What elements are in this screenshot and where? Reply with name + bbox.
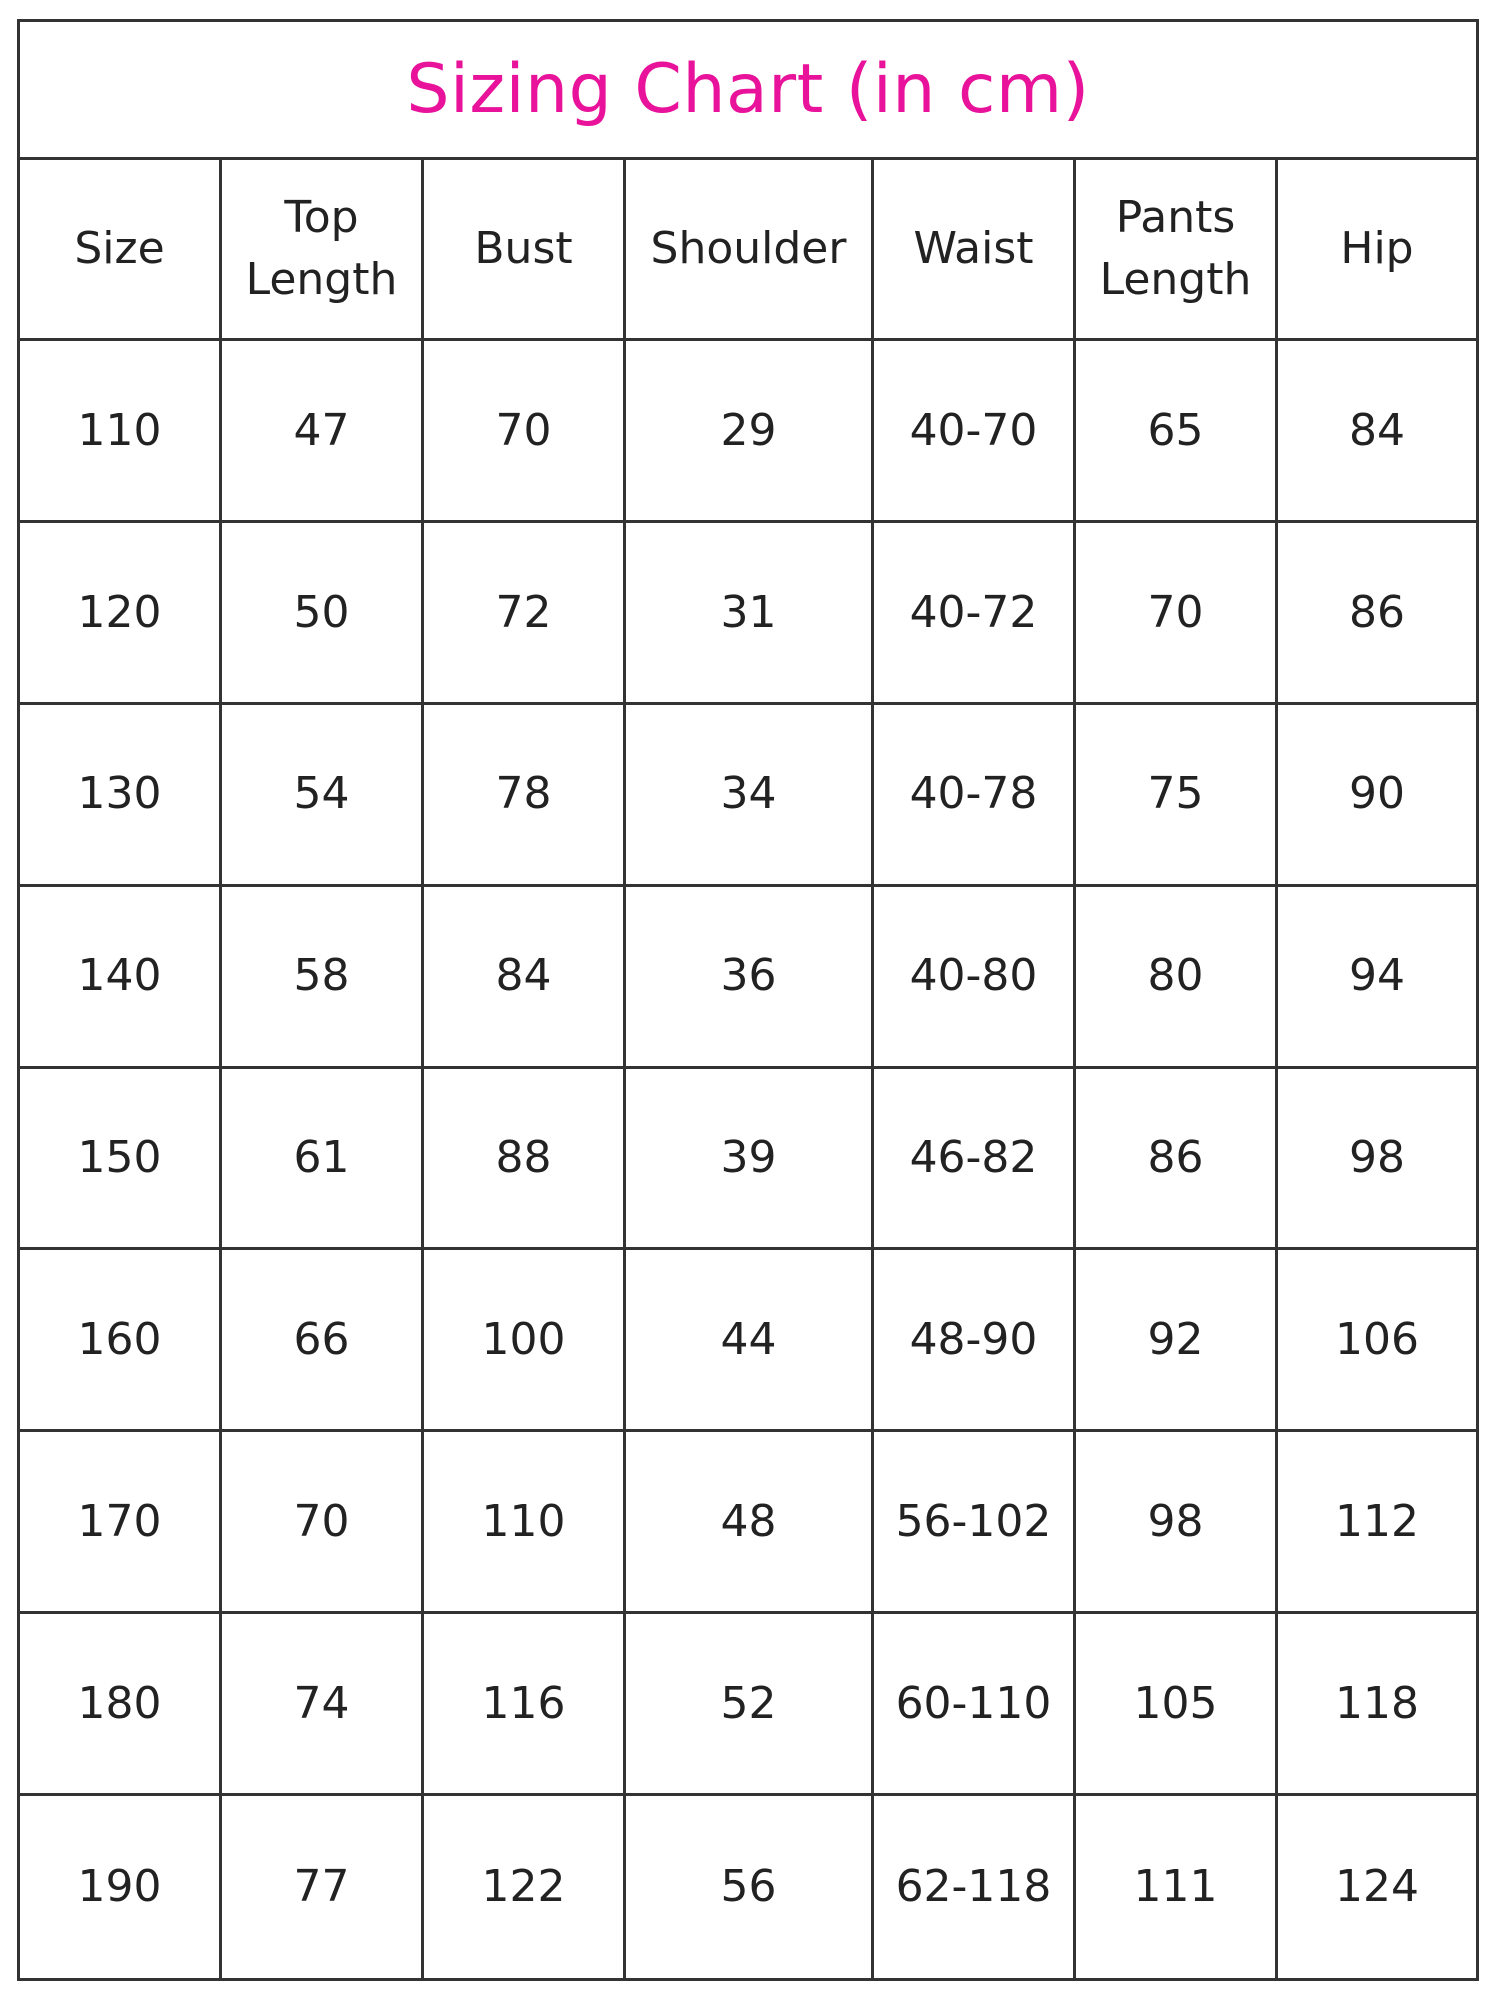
table-cell: 77	[222, 1796, 424, 1978]
table-cell: 50	[222, 523, 424, 705]
column-header: Bust	[424, 160, 626, 341]
table-cell: 90	[1278, 705, 1476, 887]
table-cell: 47	[222, 341, 424, 523]
table-cell: 86	[1278, 523, 1476, 705]
table-cell: 56-102	[874, 1432, 1076, 1614]
size-cell: 120	[20, 523, 222, 705]
table-cell: 116	[424, 1614, 626, 1796]
table-cell: 92	[1076, 1250, 1278, 1432]
column-header: Waist	[874, 160, 1076, 341]
sizing-chart	[17, 19, 1479, 1981]
column-header: Size	[20, 160, 222, 341]
table-cell: 56	[626, 1796, 874, 1978]
table-cell: 74	[222, 1614, 424, 1796]
table-cell: 61	[222, 1069, 424, 1251]
column-header: Top Length	[222, 160, 424, 341]
size-cell: 140	[20, 887, 222, 1069]
table-cell: 70	[1076, 523, 1278, 705]
table-cell: 118	[1278, 1614, 1476, 1796]
table-cell: 86	[1076, 1069, 1278, 1251]
table-cell: 112	[1278, 1432, 1476, 1614]
table-cell: 40-72	[874, 523, 1076, 705]
table-cell: 66	[222, 1250, 424, 1432]
table-cell: 124	[1335, 1861, 1419, 1913]
size-cell: 170	[20, 1432, 222, 1614]
table-cell: 98	[1076, 1432, 1278, 1614]
table-cell: 111	[1076, 1796, 1278, 1978]
size-cell: 180	[20, 1614, 222, 1796]
table-cell: 40-80	[874, 887, 1076, 1069]
table-cell: 72	[424, 523, 626, 705]
table-cell: 70	[424, 341, 626, 523]
table-cell: 88	[424, 1069, 626, 1251]
size-cell: 110	[20, 341, 222, 523]
table-cell: 62-118	[874, 1796, 1076, 1978]
table-cell: 105	[1076, 1614, 1278, 1796]
table-cell: 58	[222, 887, 424, 1069]
column-header: Shoulder	[626, 160, 874, 341]
table-cell: 60-110	[874, 1614, 1076, 1796]
table-cell: 40-78	[874, 705, 1076, 887]
table-cell: 48	[626, 1432, 874, 1614]
table-cell: 48-90	[874, 1250, 1076, 1432]
table-cell: 84	[424, 887, 626, 1069]
table-cell: 122	[424, 1796, 626, 1978]
table-cell: 80	[1076, 887, 1278, 1069]
table-cell: 100	[424, 1250, 626, 1432]
size-cell: 130	[20, 705, 222, 887]
table-cell: 31	[626, 523, 874, 705]
table-cell: 65	[1076, 341, 1278, 523]
table-cell: 110	[424, 1432, 626, 1614]
size-cell: 160	[20, 1250, 222, 1432]
table-cell: 46-82	[874, 1069, 1076, 1251]
size-cell: 150	[20, 1069, 222, 1251]
table-cell: 44	[626, 1250, 874, 1432]
table-cell: 29	[626, 341, 874, 523]
table-cell: 70	[222, 1432, 424, 1614]
table-cell: 84	[1278, 341, 1476, 523]
table-cell: 54	[222, 705, 424, 887]
table-cell: 39	[626, 1069, 874, 1251]
table-cell: 98	[1278, 1069, 1476, 1251]
table-cell: 40-70	[874, 341, 1076, 523]
chart-title: Sizing Chart (in cm)	[20, 22, 1476, 160]
table-cell: 106	[1278, 1250, 1476, 1432]
column-header: Hip	[1278, 160, 1476, 341]
sizing-table	[20, 160, 1476, 1978]
table-cell: 78	[424, 705, 626, 887]
table-cell: 36	[626, 887, 874, 1069]
column-header: Pants Length	[1076, 160, 1278, 341]
table-cell: 52	[626, 1614, 874, 1796]
table-cell: 34	[626, 705, 874, 887]
size-cell: 190	[20, 1796, 222, 1978]
table-cell: 75	[1076, 705, 1278, 887]
table-cell: 94	[1278, 887, 1476, 1069]
